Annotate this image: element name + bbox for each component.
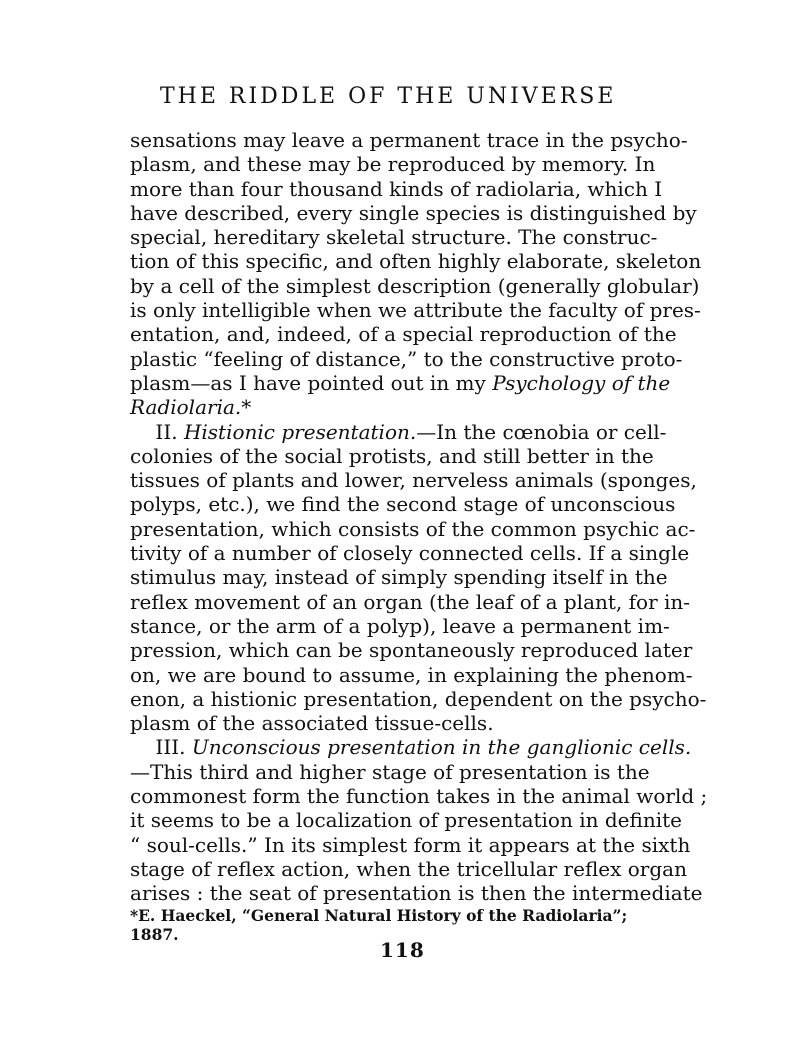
text-line: stance, or the arm of a polyp), leave a permanent im-	[130, 613, 670, 638]
body-text	[130, 128, 708, 906]
text-line: commonest form the function takes in the animal world ;	[130, 784, 708, 809]
footnote-line: 1887.	[130, 925, 179, 944]
footnote-marker: *	[241, 395, 252, 420]
section-heading-italic: Unconscious presentation in the ganglionic cells.	[191, 735, 692, 760]
text-line: tivity of a number of closely connected cells. If a single	[130, 541, 690, 566]
text-line: —This third and higher stage of presentation is the	[130, 759, 650, 784]
text-line: stage of reflex action, when the tricellular reflex organ	[130, 856, 687, 881]
section-number: II.	[130, 419, 184, 444]
text-segment: —In the cœnobia or cell-	[416, 419, 667, 444]
text-line: enon, a histionic presentation, dependent on the psycho-	[130, 686, 707, 711]
text-line: reflex movement of an organ (the leaf of a plant, for in-	[130, 589, 691, 614]
text-line: pression, which can be spontaneously reproduced later	[130, 638, 693, 663]
text-line	[130, 420, 675, 444]
text-line: plasm, and these may be reproduced by memory. In	[130, 152, 656, 177]
text-line: it seems to be a localization of presentation in definite	[130, 808, 682, 833]
text-line: on, we are bound to assume, in explaining the phenom-	[130, 662, 693, 687]
text-line: colonies of the social protists, and still better in the	[130, 443, 654, 468]
text-line: tissues of plants and lower, nerveless animals (sponges,	[130, 468, 697, 493]
text-line: plasm of the associated tissue-cells.	[130, 711, 494, 736]
text-line: special, hereditary skeletal structure. The construc-	[130, 225, 658, 250]
text-line: have described, every single species is distinguished by	[130, 200, 697, 225]
text-line: sensations may leave a permanent trace in the psycho-	[130, 128, 688, 152]
italic-title: Psychology of the	[492, 370, 671, 395]
text-line	[130, 395, 675, 419]
text-line: arises : the seat of presentation is then the intermediate	[130, 881, 703, 906]
running-header: THE RIDDLE OF THE UNIVERSE	[160, 84, 617, 109]
text-segment: plasm—as I have pointed out in my	[130, 370, 493, 395]
text-line: plastic “feeling of distance,” to the constructive proto-	[130, 346, 683, 371]
text-line: more than four thousand kinds of radiolaria, which I	[130, 176, 663, 201]
text-line: polyps, etc.), we find the second stage of unconscious	[130, 492, 676, 517]
page-number: 118	[380, 938, 425, 962]
text-line: stimulus may, instead of simply spending itself in the	[130, 565, 668, 590]
text-line: entation, and, indeed, of a special reproduction of the	[130, 322, 677, 347]
text-line: tion of this specific, and often highly elaborate, skeleton	[130, 249, 702, 274]
section-heading-italic: Histionic presentation.	[183, 419, 417, 444]
text-line: “ soul-cells.” In its simplest form it appears at the sixth	[130, 832, 691, 857]
text-line: is only intelligible when we attribute the faculty of pres-	[130, 298, 701, 323]
text-line: by a cell of the simplest description (generally globular)	[130, 273, 700, 298]
section-number: III.	[130, 735, 192, 760]
italic-title: Radiolaria.	[130, 395, 242, 420]
text-line	[130, 371, 675, 395]
text-line	[130, 735, 692, 760]
footnote-line: *E. Haeckel, “General Natural History of the Radiolaria”;	[130, 906, 628, 925]
text-line: presentation, which consists of the common psychic ac-	[130, 516, 696, 541]
